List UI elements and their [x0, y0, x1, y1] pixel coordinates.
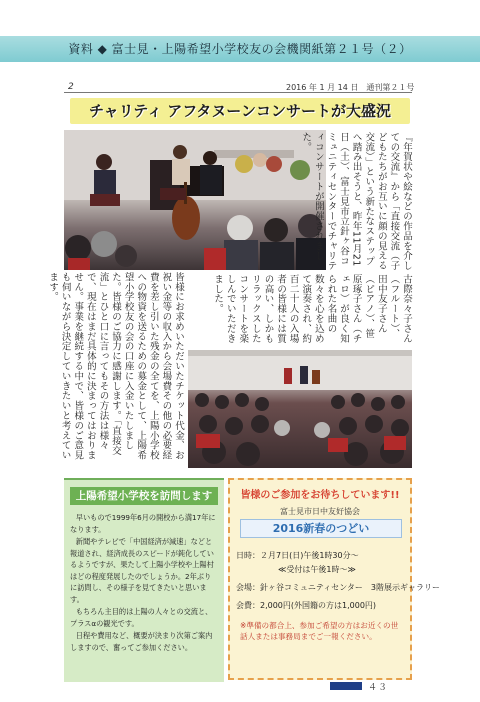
event-name-banner: [240, 519, 402, 538]
article-text-intro: 『年賀状や絵などの作品を介しての交流』から「直接交流（子どもたちがお互いに顔の見える交流）」という新たなステップへ踏み出そうと、昨年11月21日（土）、富士見市立針ヶ谷コミュニティセンターでチャリティコンサートが開催されました。: [300, 132, 412, 271]
page-indicator: 2: [68, 82, 74, 92]
event-reception-time: ≪受付は午後1時～≫: [278, 565, 356, 574]
article-headline: チャリティ アフタヌーンコンサートが大盛況: [89, 102, 391, 120]
event-venue: 会場：針ヶ谷コミュニティセンター 3階展示ギャラリー: [236, 583, 440, 592]
visit-paragraph: もちろん主目的は上陽の人々との交流と、プラスαの観光です。: [70, 607, 213, 628]
event-name: 2016新春のつどい: [272, 522, 370, 535]
visit-paragraph: 早いもので1999年6月の開校から満17年になります。: [70, 513, 216, 534]
header-divider: [64, 92, 412, 93]
page-number: ４３: [368, 683, 389, 693]
event-organizer: 富士見市日中友好協会: [280, 507, 360, 516]
concert-photo-drawing: [64, 130, 326, 270]
visit-title: 上陽希望小学校を訪問します: [70, 487, 218, 505]
issue-date: 2016 年 1 月 14 日 通刊第２１号: [286, 83, 415, 92]
newsletter-title: 資料 ◆ 富士見・上陽希望小学校友の会機関紙第２１号（２）: [68, 42, 412, 56]
headline-banner: [70, 98, 410, 124]
article-text-donation: 皆様にお求めいただいたチケット代金、お祝い金等の収入から会場費その他の必要経費を差し引いた残金の全てを、上陽小学校への物資を送るための募金として、上陽希望小学校友の会の口座に入金いたしました。皆様のご協力に感謝します。「直接交流」とひと口に言ってもその方法は様々で、現在はまだ具体的に決まってはおりません。事業を継続する中で、皆様のご意見も伺いながら決定していきたいと考えています。: [47, 272, 184, 461]
visit-paragraph: 日程や費用など、概要が決まり次第ご案内しますので、奮ってご参加ください。: [70, 631, 213, 652]
event-fee: 会費：2,000円(外国籍の方は1,000円): [236, 601, 377, 610]
article-text-performers: 古際奈々子さん（フルート）、田中友子さん（ピアノ）、笹原琢子さん（チェロ）が良く知られた名曲の数々を心を込めて演奏され、約百二十人の入場者の皆様には質の高い、しかもリラックスしたコンサートを楽しんでいただきました。: [212, 274, 412, 344]
audience-photo-drawing: [188, 350, 412, 468]
audience-photo: [188, 350, 412, 468]
visit-body: [70, 512, 218, 654]
footer-accent-bar: [330, 682, 362, 690]
event-date: 日時：２月7日(日)午後1時30分～: [236, 551, 359, 560]
event-heading: 皆様のご参加をお待ちしています!!: [240, 490, 400, 501]
header-band: [0, 36, 480, 62]
visit-paragraph: 新聞やテレビで「中国経済が減速」などと報道され、経済成長のスピードが鈍化しているようですが、果たして上陽小学校や上陽村はどの程度発展したのでしょうか。2年ぶりに訪問し、その様子を見てきたいと思います。: [70, 537, 214, 604]
event-note: ※準備の都合上、参加ご希望の方はお近くの世話人または事務局までご一報ください。: [240, 621, 399, 641]
visit-announcement-box: [64, 478, 224, 682]
event-invitation-box: [228, 478, 440, 680]
concert-photo: [64, 130, 326, 270]
